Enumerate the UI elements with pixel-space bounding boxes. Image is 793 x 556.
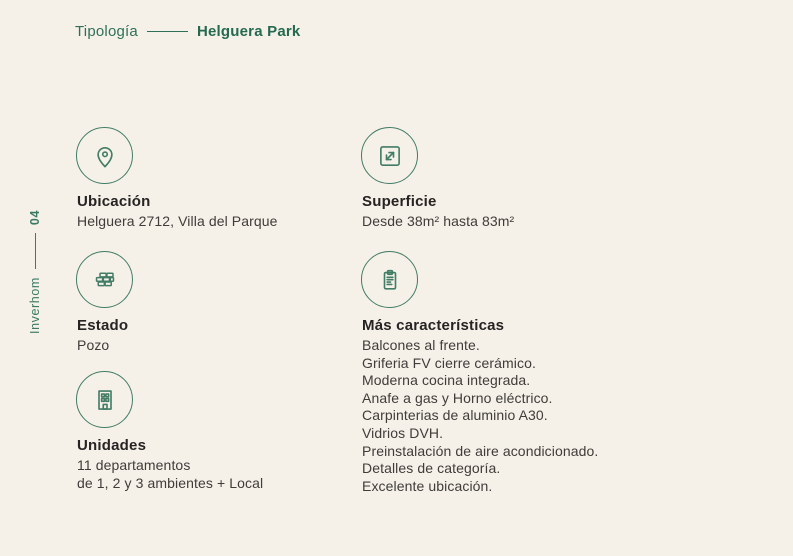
feature-superficie	[361, 127, 651, 231]
feature-lines	[76, 457, 366, 492]
header-label: Tipología	[75, 23, 138, 40]
feature-line: Desde 38m² hasta 83m²	[362, 213, 515, 229]
brick-wall-icon	[76, 251, 133, 308]
location-pin-icon	[76, 127, 133, 184]
feature-line: Vidrios DVH.	[362, 424, 444, 441]
feature-title: Superficie	[362, 193, 437, 210]
feature-lines	[76, 213, 366, 231]
feature-lines	[76, 337, 366, 355]
feature-line: 11 departamentos	[77, 457, 191, 473]
feature-line: Preinstalación de aire acondicionado.	[362, 442, 599, 459]
page-number: 04	[28, 209, 42, 226]
feature-line: Pozo	[77, 337, 110, 353]
feature-line: de 1, 2 y 3 ambientes + Local	[77, 474, 264, 491]
feature-title: Más características	[362, 317, 505, 334]
feature-estado	[76, 251, 366, 355]
sidebar-divider-line	[35, 233, 36, 269]
feature-lines	[361, 337, 651, 495]
clipboard-list-icon	[361, 251, 418, 308]
vertical-brand-bar	[28, 210, 42, 334]
feature-line: Excelente ubicación.	[362, 477, 493, 494]
expand-arrows-icon	[361, 127, 418, 184]
feature-line: Detalles de categoría.	[362, 460, 501, 477]
feature-caracteristicas	[361, 251, 651, 495]
feature-title: Estado	[77, 317, 129, 334]
feature-title: Unidades	[77, 437, 147, 454]
feature-title: Ubicación	[77, 193, 151, 210]
feature-line: Carpinterias de aluminio A30.	[362, 407, 548, 424]
feature-ubicacion	[76, 127, 366, 231]
brand-name: Inverhom	[28, 277, 42, 335]
feature-lines	[361, 213, 651, 231]
header-divider-line	[147, 31, 188, 32]
feature-line: Helguera 2712, Villa del Parque	[77, 213, 278, 229]
feature-unidades	[76, 371, 366, 492]
feature-line: Moderna cocina integrada.	[362, 372, 531, 389]
page-header	[75, 23, 300, 40]
building-icon	[76, 371, 133, 428]
feature-line: Anafe a gas y Horno eléctrico.	[362, 389, 553, 406]
feature-line: Balcones al frente.	[362, 337, 480, 353]
project-name: Helguera Park	[196, 23, 301, 40]
feature-line: Griferia FV cierre cerámico.	[362, 354, 536, 371]
